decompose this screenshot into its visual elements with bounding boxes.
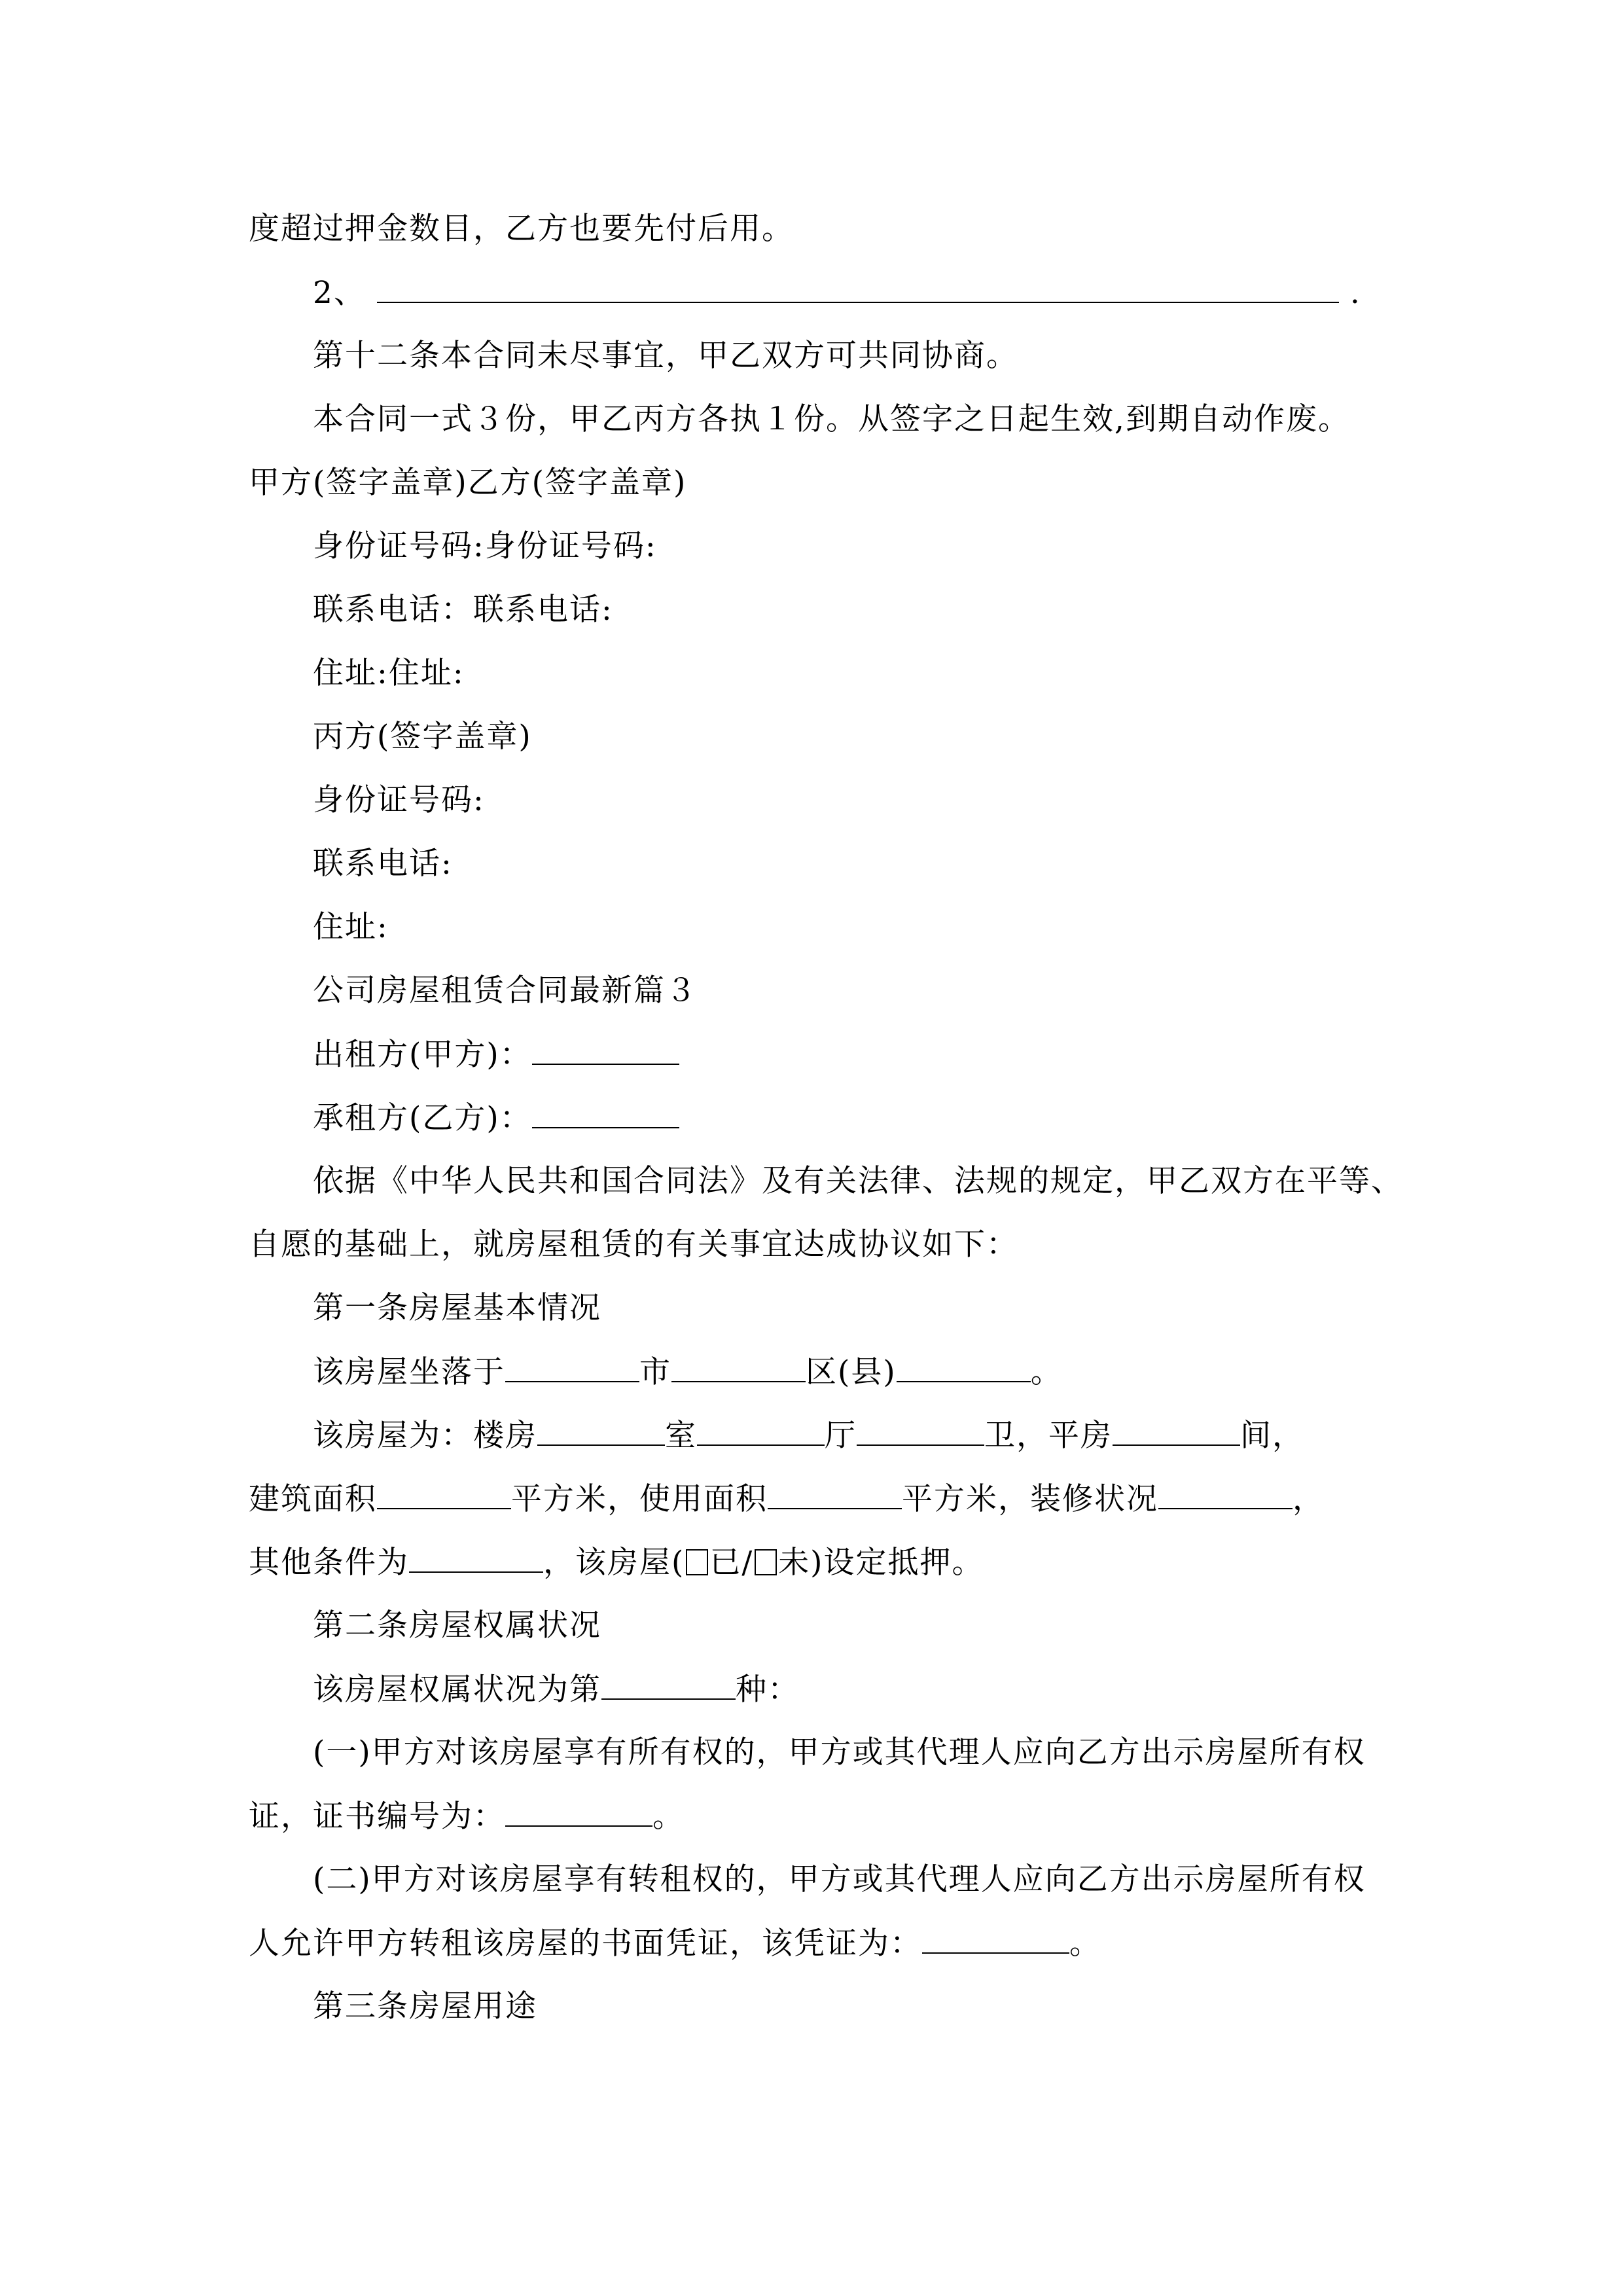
blank-line: [1158, 1479, 1293, 1509]
text-line-16: 依据《中华人民共和国合同法》及有关法律、法规的规定，甲乙双方在平等、: [313, 1163, 1403, 1199]
text-segment: 。: [1030, 1354, 1063, 1390]
article-title-1: 第一条房屋基本情况: [313, 1290, 601, 1326]
blank-line: [409, 1543, 543, 1573]
text-segment: 间，: [1240, 1418, 1304, 1454]
clause-number: 2、: [313, 275, 366, 311]
text-segment: 卫，平房: [984, 1418, 1113, 1454]
text-line-28: [249, 1924, 1101, 1964]
text-line-27: (二)甲方对该房屋享有转租权的，甲方或其代理人应向乙方出示房屋所有权: [313, 1861, 1366, 1897]
text-line-12: 住址:: [313, 909, 389, 945]
text-segment: ，: [1293, 1481, 1325, 1517]
text-segment: 该房屋坐落于: [313, 1354, 505, 1390]
text-segment: 已/: [709, 1545, 754, 1581]
text-segment: 室: [665, 1418, 697, 1454]
blank-line: [1113, 1416, 1240, 1446]
text-segment: 。: [652, 1799, 685, 1835]
text-line-26: [249, 1797, 685, 1837]
blank-line: [377, 273, 1339, 303]
blank-line: [768, 1479, 902, 1509]
blank-line: [537, 1416, 665, 1446]
text-line-11: 联系电话:: [313, 846, 453, 882]
text-line-7: 联系电话：联系电话:: [313, 592, 613, 628]
blank-line: [532, 1035, 679, 1065]
text-segment: 平方米，使用面积: [511, 1481, 768, 1517]
text-line-5: 甲方(签字盖章)乙方(签字盖章): [249, 465, 687, 501]
article-title-3: 第三条房屋用途: [313, 1988, 537, 2024]
blank-line: [922, 1924, 1069, 1954]
text-line-17: 自愿的基础上，就房屋租赁的有关事宜达成协议如下：: [249, 1227, 1018, 1263]
lessee-label: 承租方(乙方)：: [313, 1100, 532, 1136]
article-title-2: 第二条房屋权属状况: [313, 1607, 601, 1643]
checkbox-icon: [755, 1549, 777, 1575]
blank-line: [857, 1416, 984, 1446]
blank-line: [532, 1098, 679, 1128]
text-line-24: [313, 1670, 800, 1710]
lessor-label: 出租方(甲方)：: [313, 1037, 532, 1073]
text-segment: ，该房屋(: [543, 1545, 685, 1581]
text-line-1: 度超过押金数目，乙方也要先付后用。: [249, 211, 794, 247]
text-line-3: 第十二条本合同未尽事宜，甲乙双方可共同协商。: [313, 338, 1018, 374]
text-segment: 市: [639, 1354, 671, 1390]
text-segment: 其他条件为: [249, 1545, 409, 1581]
text-segment: 人允许甲方转租该房屋的书面凭证，该凭证为：: [249, 1926, 922, 1962]
text-line-10: 身份证号码:: [313, 782, 485, 818]
section-title: 公司房屋租赁合同最新篇３: [313, 973, 698, 1009]
text-line-4: 本合同一式３份，甲乙丙方各执１份。从签字之日起生效,到期自动作废。: [313, 401, 1350, 437]
text-line-8: 住址:住址:: [313, 655, 465, 691]
text-segment: 未)设定抵押。: [778, 1545, 984, 1581]
blank-line: [377, 1479, 511, 1509]
text-segment: 区(县): [806, 1354, 897, 1390]
text-segment: 建筑面积: [249, 1481, 377, 1517]
blank-line: [897, 1352, 1031, 1382]
text-segment: 平方米，装修状况: [902, 1481, 1158, 1517]
text-line-25: (一)甲方对该房屋享有所有权的，甲方或其代理人应向乙方出示房屋所有权: [313, 1734, 1366, 1770]
checkbox-icon: [686, 1549, 708, 1575]
line-end: .: [1349, 275, 1361, 311]
text-line-9: 丙方(签字盖章): [313, 719, 532, 755]
text-segment: 。: [1069, 1926, 1101, 1962]
blank-line: [671, 1352, 806, 1382]
text-line-6: 身份证号码:身份证号码:: [313, 528, 657, 564]
blank-line: [697, 1416, 825, 1446]
text-line-19: [313, 1352, 1063, 1392]
text-segment: 种：: [736, 1672, 800, 1708]
text-line-15: [313, 1098, 679, 1138]
text-line-22: [249, 1543, 984, 1583]
blank-line: [601, 1670, 736, 1700]
blank-line: [505, 1352, 639, 1382]
text-segment: 该房屋为：楼房: [313, 1418, 537, 1454]
text-line-20: [313, 1416, 1304, 1456]
text-segment: 厅: [825, 1418, 857, 1454]
blank-line: [505, 1797, 652, 1827]
text-segment: 证，证书编号为：: [249, 1799, 505, 1835]
text-line-14: [313, 1035, 679, 1075]
text-segment: 该房屋权属状况为第: [313, 1672, 601, 1708]
text-line-21: [249, 1479, 1325, 1519]
text-line-2: [313, 273, 1361, 313]
